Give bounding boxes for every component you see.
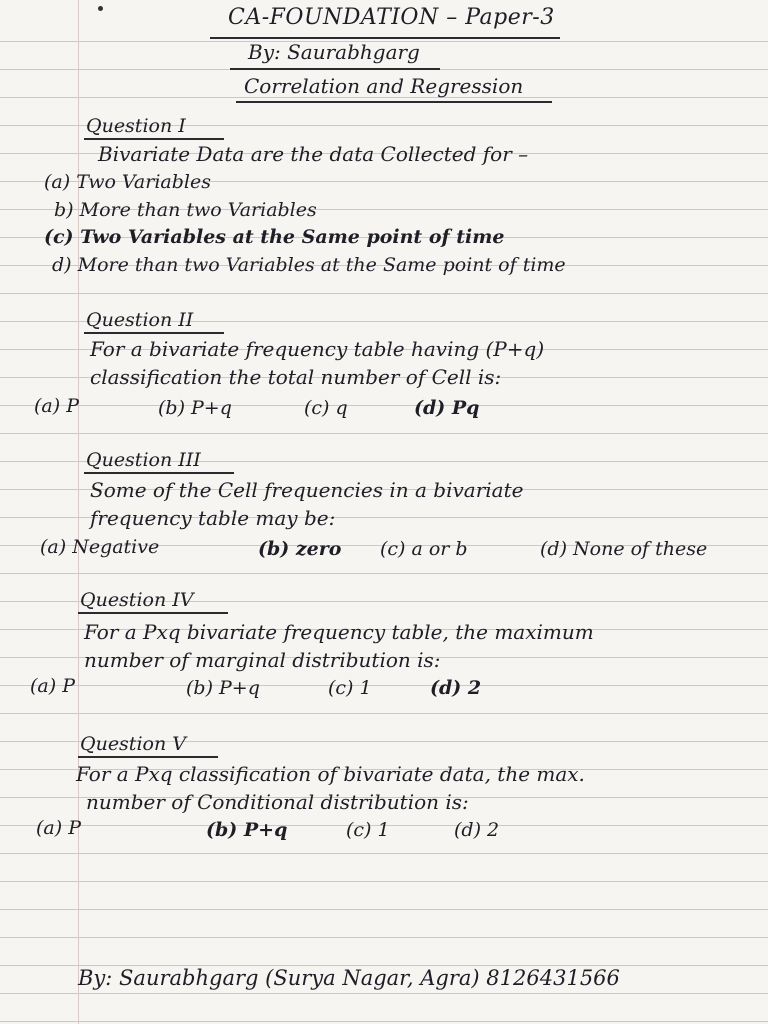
question-1-option-a: (a) Two Variables <box>44 171 211 193</box>
question-2-line-2: classification the total number of Cell is: <box>90 365 502 389</box>
question-3-underline <box>84 472 234 474</box>
question-5-heading: Question V <box>80 733 186 755</box>
question-4-heading: Question IV <box>80 589 194 611</box>
question-2-option-a: (a) P <box>34 395 79 417</box>
page-title: CA-FOUNDATION – Paper-3 <box>228 5 555 30</box>
question-4-option-d: (d) 2 <box>430 677 482 699</box>
question-2-heading: Question II <box>86 309 194 331</box>
question-5-option-a: (a) P <box>36 817 81 839</box>
question-2-line-1: For a bivariate frequency table having (P+q) <box>90 337 545 361</box>
question-5-option-b: (b) P+q <box>206 819 288 841</box>
subject-underline <box>236 101 552 103</box>
question-5-option-c: (c) 1 <box>346 819 390 841</box>
question-1-underline <box>84 138 224 140</box>
question-5-underline <box>78 756 218 758</box>
question-1-option-b: b) More than two Variables <box>54 199 317 221</box>
question-1-option-d: d) More than two Variables at the Same point of time <box>52 254 566 276</box>
question-4-underline <box>78 612 228 614</box>
subject-line: Correlation and Regression <box>244 74 524 98</box>
question-4-option-b: (b) P+q <box>186 677 260 699</box>
question-4-option-c: (c) 1 <box>328 677 372 699</box>
question-4-line-1: For a Pxq bivariate frequency table, the maximum <box>84 620 594 644</box>
margin-line <box>78 0 79 1024</box>
question-4-option-a: (a) P <box>30 675 75 697</box>
question-1-text: Bivariate Data are the data Collected for – <box>98 142 529 166</box>
author-underline <box>230 68 440 70</box>
question-2-option-d: (d) Pq <box>414 397 480 419</box>
question-3-line-1: Some of the Cell frequencies in a bivariate <box>90 478 524 502</box>
question-4-line-2: number of marginal distribution is: <box>84 648 441 672</box>
page-dot <box>98 6 103 11</box>
question-2-underline <box>84 332 224 334</box>
question-1-option-c: (c) Two Variables at the Same point of time <box>44 226 505 248</box>
question-3-option-c: (c) a or b <box>380 538 468 560</box>
question-1-heading: Question I <box>86 115 186 137</box>
author-line: By: Saurabhgarg <box>248 40 420 64</box>
question-5-option-d: (d) 2 <box>454 819 500 841</box>
footer-signature: By: Saurabhgarg (Surya Nagar, Agra) 8126431566 <box>78 966 620 990</box>
question-2-option-b: (b) P+q <box>158 397 232 419</box>
question-2-option-c: (c) q <box>304 397 348 419</box>
question-5-line-1: For a Pxq classification of bivariate data, the max. <box>76 762 585 786</box>
question-3-option-b: (b) zero <box>258 538 342 560</box>
question-3-option-a: (a) Negative <box>40 536 160 558</box>
question-5-line-2: number of Conditional distribution is: <box>86 790 469 814</box>
question-3-line-2: frequency table may be: <box>90 506 336 530</box>
title-underline <box>210 37 560 39</box>
question-3-option-d: (d) None of these <box>540 538 708 560</box>
question-3-heading: Question III <box>86 449 201 471</box>
